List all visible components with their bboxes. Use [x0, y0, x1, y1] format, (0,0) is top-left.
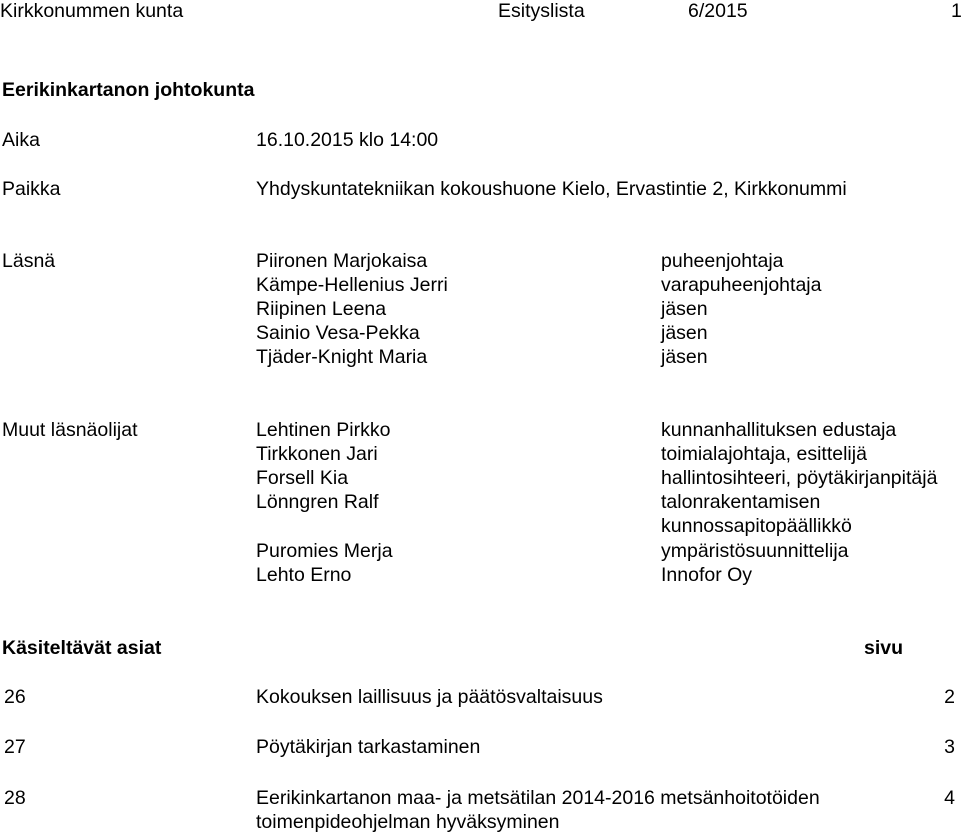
- place-value: Yhdyskuntatekniikan kokoushuone Kielo, Ervastintie 2, Kirkkonummi: [256, 178, 847, 200]
- attendee-role: talonrakentamisen: [661, 491, 821, 513]
- attendee-name: Puromies Merja: [256, 540, 393, 562]
- agenda-item-title: Eerikinkartanon maa- ja metsätilan 2014-2016 metsänhoitotöiden: [256, 787, 820, 809]
- agenda-item-page: 3: [944, 736, 955, 758]
- member-role: jäsen: [661, 322, 708, 344]
- attendee-role: hallintosihteeri, pöytäkirjanpitäjä: [661, 467, 938, 489]
- time-value: 16.10.2015 klo 14:00: [256, 129, 439, 151]
- attendee-role: kunnanhallituksen edustaja: [661, 419, 897, 441]
- attendee-role: ympäristösuunnittelija: [661, 540, 849, 562]
- member-name: Kämpe-Hellenius Jerri: [256, 274, 448, 296]
- document-number: 6/2015: [688, 0, 748, 22]
- attendee-name: Lönngren Ralf: [256, 491, 379, 513]
- member-role: puheenjohtaja: [661, 250, 784, 272]
- member-role: jäsen: [661, 298, 708, 320]
- attendee-role-continued: kunnossapitopäällikkö: [661, 515, 852, 537]
- agenda-page-heading: sivu: [864, 637, 904, 659]
- attendee-role: Innofor Oy: [661, 564, 753, 586]
- member-name: Riipinen Leena: [256, 298, 387, 320]
- agenda-item-title: Pöytäkirjan tarkastaminen: [256, 736, 481, 758]
- agenda-item-number: 26: [4, 686, 26, 708]
- document-type: Esityslista: [498, 0, 585, 22]
- member-role: varapuheenjohtaja: [661, 274, 822, 296]
- present-label: Läsnä: [2, 250, 56, 272]
- agenda-item-number: 28: [4, 787, 26, 809]
- attendee-name: Forsell Kia: [256, 467, 349, 489]
- municipality-name: Kirkkonummen kunta: [0, 0, 184, 22]
- others-label: Muut läsnäolijat: [2, 419, 138, 441]
- attendee-name: Tirkkonen Jari: [256, 443, 378, 465]
- agenda-heading: Käsiteltävät asiat: [2, 637, 162, 659]
- attendee-name: Lehto Erno: [256, 564, 352, 586]
- page-title: Eerikinkartanon johtokunta: [2, 79, 255, 101]
- agenda-item-page: 2: [944, 686, 955, 708]
- agenda-item-title: Kokouksen laillisuus ja päätösvaltaisuus: [256, 686, 603, 708]
- member-role: jäsen: [661, 346, 708, 368]
- member-name: Tjäder-Knight Maria: [256, 346, 428, 368]
- member-name: Sainio Vesa-Pekka: [256, 322, 420, 344]
- place-label: Paikka: [2, 178, 61, 200]
- member-name: Piironen Marjokaisa: [256, 250, 428, 272]
- agenda-item-number: 27: [4, 736, 26, 758]
- attendee-role: toimialajohtaja, esittelijä: [661, 443, 867, 465]
- agenda-item-page: 4: [944, 787, 955, 809]
- page-number: 1: [951, 0, 962, 22]
- time-label: Aika: [2, 129, 40, 151]
- agenda-item-title-continued: toimenpideohjelman hyväksyminen: [256, 811, 560, 833]
- attendee-name: Lehtinen Pirkko: [256, 419, 391, 441]
